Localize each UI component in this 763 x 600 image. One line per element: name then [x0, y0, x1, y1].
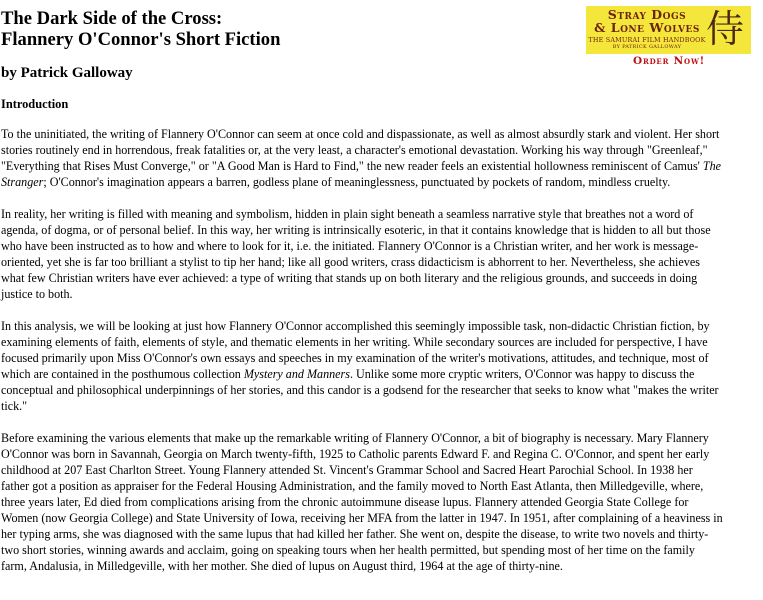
order-now-link[interactable]: Order Now!	[633, 55, 706, 67]
paragraph-1-part-1: To the uninitiated, the writing of Flannery O'Connor can seem at once cold and dispassionate, as well as almost absurdly stark and violent. Her short stories routinely end in horrendous, freak fatalities or, at the very least, a character's emotional devastation. Working his way through "Greenleaf," "Everything that Rises Must Converge," or "A Good Man is Hard to Find," the new reader feels an existential hollowness reminiscent of Camus'	[1, 127, 720, 173]
book-title-the-stranger: The Stranger	[1, 159, 721, 189]
paragraph-3-part-2: . Unlike some more cryptic writers, O'Connor was happy to discuss the conceptual and philosophical underpinnings of her stories, and this candor is a godsend for the researcher that seeks to know what "makes the writer tick."	[1, 367, 719, 413]
page-title	[1, 8, 280, 50]
title-line-1: The Dark Side of the Cross:	[1, 8, 223, 29]
author-byline: by Patrick Galloway	[1, 65, 133, 81]
ad-title-line-2: & Lone Wolves	[594, 20, 700, 35]
section-heading: Introduction	[1, 97, 69, 111]
ad-text-block	[588, 8, 706, 50]
book-title-mystery-and-manners: Mystery and Manners	[243, 367, 350, 381]
article-body	[1, 126, 723, 590]
paragraph-3-part-1: In this analysis, we will be looking at just how Flannery O'Connor accomplished this seemingly impossible task, non-didactic Christian fiction, by examining elements of faith, elements of style, and thematic elements in her writing. While secondary sources are included for perspective, I have focused primarily upon Miss O'Connor's own essays and speeches in my examination of the writer's motivations, attitudes, and technique, most of which are contained in the posthumous collection	[1, 319, 710, 381]
paragraph-1-part-2: ; O'Connor's imagination appears a barren, godless plane of meaninglessness, punctuated by pockets of random, mindless cruelty.	[43, 175, 671, 189]
ad-title-line-1: Stray Dogs	[607, 7, 687, 22]
title-line-2: Flannery O'Connor's Short Fiction	[1, 29, 281, 50]
paragraph-2: In reality, her writing is filled with meaning and symbolism, hidden in plain sight beneath a seamless narrative style that breathes not a word of agenda, of dogma, or of personal belief. In this way, her writing is intrinsically esoteric, in that it contains knowledge that is hidden to all but those who have been instructed as to how and where to look for it, i.e. the initiated. Flannery O'Connor is a Christian writer, and her work is message-oriented, yet she is far too brilliant a stylist to tip her hand; like all good writers, crass didacticism is abhorrent to her. Nevertheless, she achieves what few Christian writers have ever achieved: a type of writing that stands up on both literary and the religious grounds, and succeeds in doing justice to both.	[1, 207, 711, 301]
samurai-kanji-icon: 侍	[705, 7, 744, 51]
ad-author: BY PATRICK GALLOWAY	[612, 44, 682, 50]
paragraph-1	[1, 126, 723, 190]
ad-subtitle: THE SAMURAI FILM HANDBOOK	[588, 36, 706, 44]
book-ad-banner[interactable]	[586, 6, 751, 54]
paragraph-3	[1, 318, 723, 414]
paragraph-4: Before examining the various elements that make up the remarkable writing of Flannery O'Connor, a bit of biography is necessary. Mary Flannery O'Connor was born in Savannah, Georgia on March twenty-fifth, 1925 to Catholic parents Edward F. and Regina C. O'Connor, and spent her early childhood at 207 East Charlton Street. Young Flannery attended St. Vincent's Grammar School and Sacred Heart Parochial School. In 1938 her father got a position as appraiser for the Federal Housing Administration, and the family moved to North East Atlanta, then Milledgeville, where, three years later, Ed died from complications arising from the chronic autoimmune disease lupus. Flannery attended Georgia State College for Women (now Georgia College) and State University of Iowa, receiving her MFA from the latter in 1947. In 1951, after complaining of a heaviness in her typing arms, she was diagnosed with the same lupus that had killed her father. She went on, despite the disease, to write two novels and thirty-two short stories, winning awards and acclaim, going on speaking tours when her health permitted, but spending most of her time on the family farm, Andalusia, in Milledgeville, with her mother. She died of lupus on August third, 1964 at the age of thirty-nine.	[1, 431, 723, 573]
